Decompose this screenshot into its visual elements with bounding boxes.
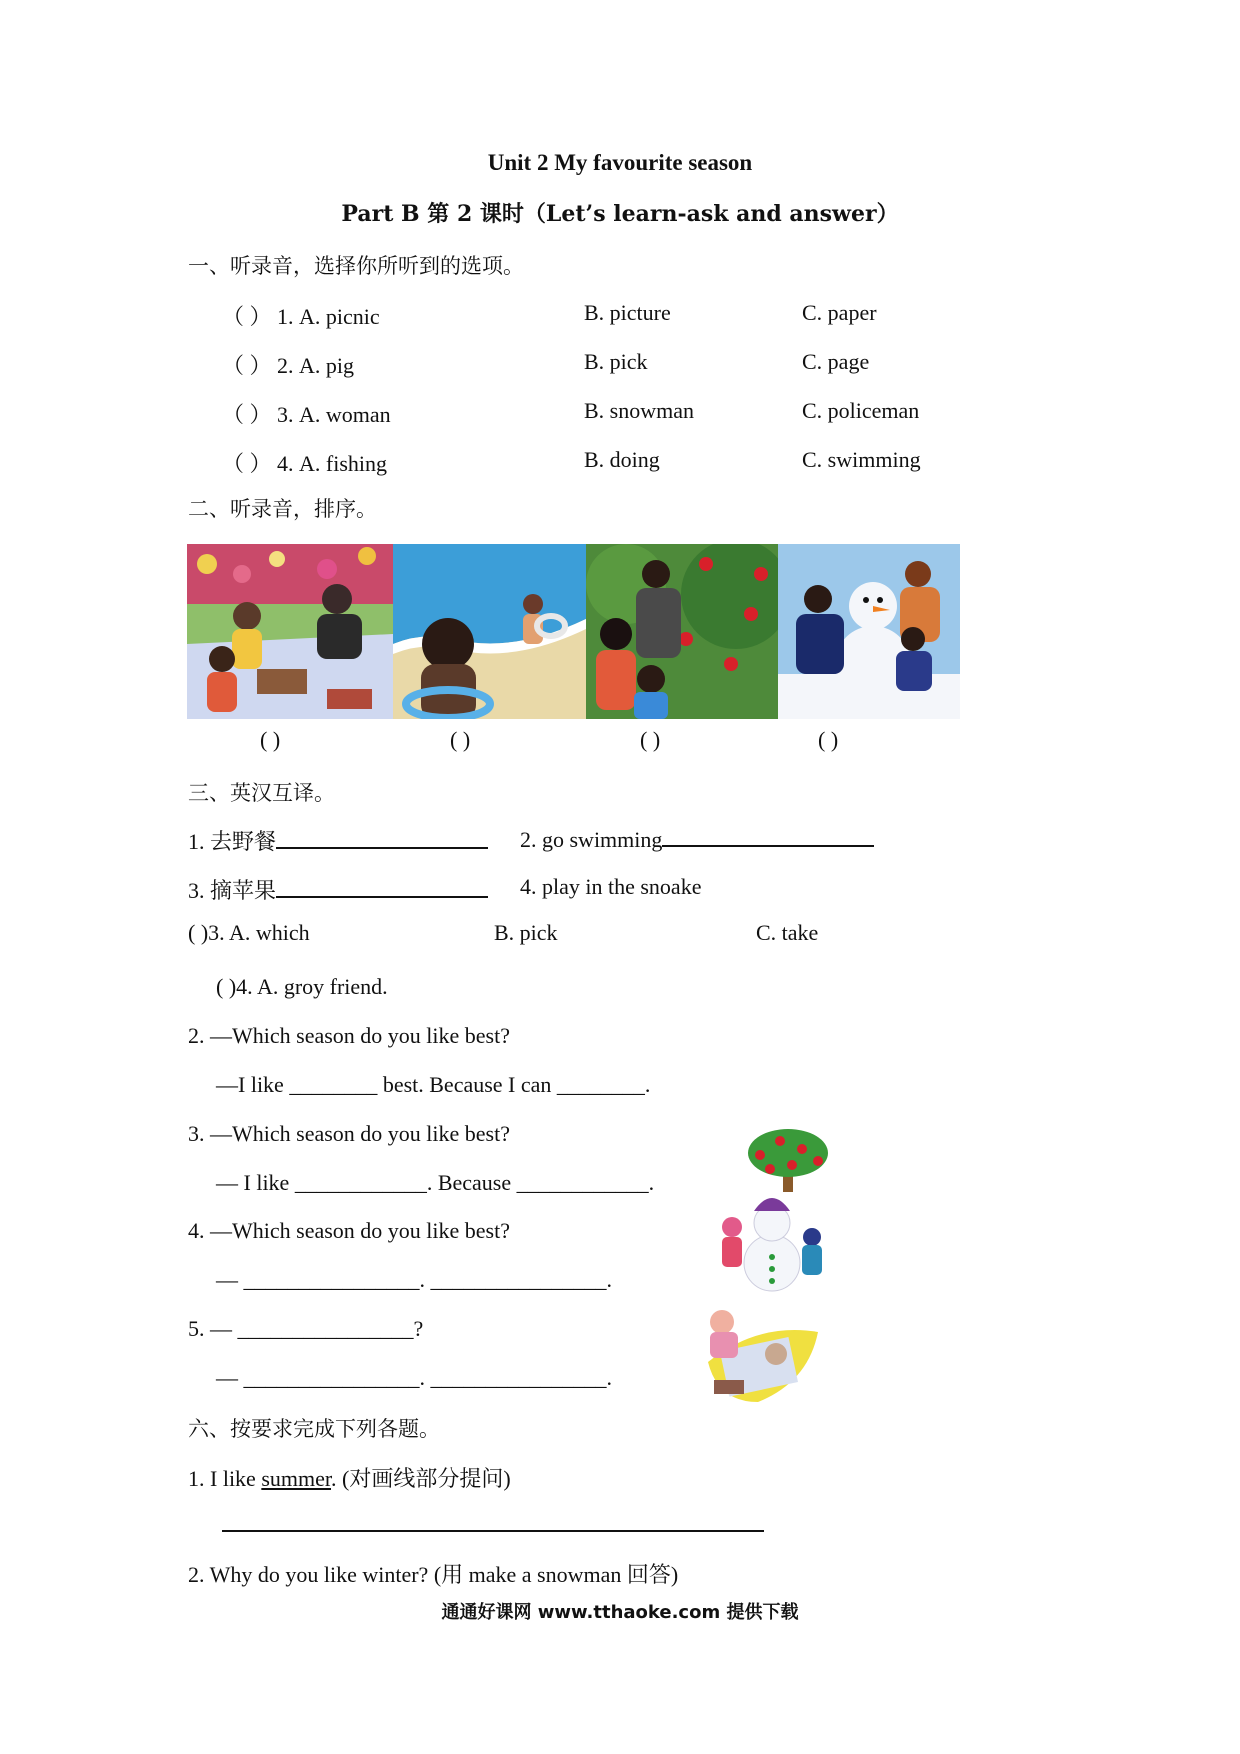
translate-q2 xyxy=(520,825,874,853)
picnic-icon xyxy=(688,1302,824,1414)
dialog3-answer[interactable]: — I like ____________. Because ____________. xyxy=(216,1170,655,1195)
dialog5-answer[interactable]: — ________________. ________________. xyxy=(216,1365,612,1390)
question-2 xyxy=(222,349,354,380)
option-c: C. swimming xyxy=(802,447,921,472)
translate-q1 xyxy=(188,825,488,856)
q3-text: 3. 摘苹果 xyxy=(188,878,277,903)
answer-paren[interactable]: （ ） xyxy=(222,353,272,378)
snowman-picture xyxy=(778,544,960,719)
question-1 xyxy=(222,300,380,331)
question-4 xyxy=(222,447,387,478)
section6-q1 xyxy=(188,1462,511,1493)
option-c: C. page xyxy=(802,349,870,374)
answer-blank[interactable] xyxy=(276,876,488,898)
q1-pre: 1. I like xyxy=(188,1466,262,1491)
section3-heading: 三、英汉互译。 xyxy=(188,781,335,805)
dialog5-question[interactable]: 5. — ________________? xyxy=(188,1316,424,1341)
option-a: 1. A. picnic xyxy=(277,304,380,329)
answer-blank[interactable] xyxy=(662,825,874,847)
picnic-picture xyxy=(187,544,393,719)
q1-text: 1. 去野餐 xyxy=(188,829,277,854)
section2-heading: 二、听录音，排序。 xyxy=(188,497,377,521)
order-paren-1[interactable]: ( ) xyxy=(260,727,281,752)
answer-paren[interactable]: （ ） xyxy=(222,304,272,329)
answer-paren[interactable]: （ ） xyxy=(222,402,272,427)
dialog2-question: 2. —Which season do you like best? xyxy=(188,1023,510,1048)
extra-row1-c: C. take xyxy=(756,920,819,945)
swimming-picture xyxy=(393,544,586,719)
dialog2-answer[interactable]: —I like ________ best. Because I can ________. xyxy=(216,1072,651,1097)
option-b: B. pick xyxy=(584,349,648,374)
apple-picking-picture xyxy=(586,544,778,719)
extra-row2: ( )4. A. groy friend. xyxy=(216,974,388,999)
section1-heading: 一、听录音，选择你所听到的选项。 xyxy=(188,254,524,278)
translate-q3 xyxy=(188,874,488,905)
footer-text: 通通好课网 www.tthaoke.com 提供下载 xyxy=(441,1602,799,1623)
order-paren-4[interactable]: ( ) xyxy=(818,727,839,752)
q1-underlined: summer xyxy=(261,1466,331,1491)
dialog4-question: 4. —Which season do you like best? xyxy=(188,1218,510,1243)
extra-row1-b: B. pick xyxy=(494,920,558,945)
extra-row1: ( )3. A. which xyxy=(188,920,310,945)
option-b: B. picture xyxy=(584,300,671,325)
translate-q4: 4. play in the snoake xyxy=(520,874,702,899)
section6-heading: 六、按要求完成下列各题。 xyxy=(188,1417,440,1441)
order-paren-3[interactable]: ( ) xyxy=(640,727,661,752)
option-b: B. snowman xyxy=(584,398,694,423)
snowman-icon xyxy=(712,1185,830,1293)
order-paren-2[interactable]: ( ) xyxy=(450,727,471,752)
answer-blank[interactable] xyxy=(276,827,488,849)
answer-line[interactable] xyxy=(222,1530,764,1532)
question-3 xyxy=(222,398,391,429)
page-title: Unit 2 My favourite season xyxy=(487,150,753,175)
section6-q2: 2. Why do you like winter? (用 make a snowman 回答) xyxy=(188,1562,679,1587)
q2-text: 2. go swimming xyxy=(520,827,663,852)
q1-post: . (对画线部分提问) xyxy=(331,1466,511,1491)
option-a: 2. A. pig xyxy=(277,353,355,378)
answer-paren[interactable]: （ ） xyxy=(222,451,272,476)
option-a: 3. A. woman xyxy=(277,402,391,427)
dialog3-question: 3. —Which season do you like best? xyxy=(188,1121,510,1146)
dialog4-answer[interactable]: — ________________. ________________. xyxy=(216,1267,612,1292)
page-subtitle: Part B 第 2 课时（Let’s learn-ask and answer） xyxy=(341,201,899,227)
option-c: C. policeman xyxy=(802,398,920,423)
option-c: C. paper xyxy=(802,300,877,325)
option-b: B. doing xyxy=(584,447,660,472)
option-a: 4. A. fishing xyxy=(277,451,388,476)
